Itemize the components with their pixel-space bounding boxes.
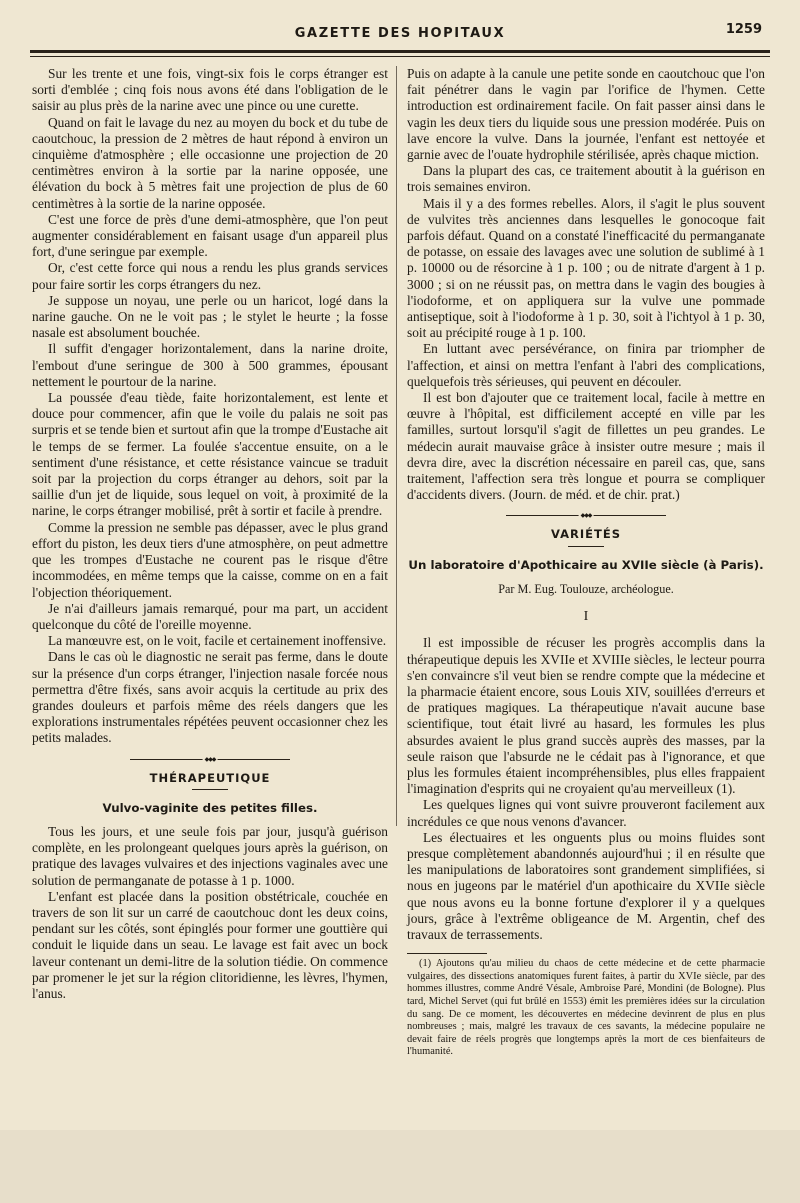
header-rule-thin bbox=[30, 56, 770, 57]
paragraph: Or, c'est cette force qui nous a rendu les plus grands services pour faire sortir les corps étrangers du nez. bbox=[32, 260, 388, 292]
paragraph: Il est impossible de récuser les progrès accomplis dans la thérapeutique depuis les XVIIe et XVIIIe siècles, le lecteur pourra s'en convaincre s'il veut bien se rendre compte que la médecine et la pharmacie étaient encore, sous Louis XIV, souillées d'erreurs et de pratiques magiques. La thérapeutique n'avait aucune base scientifique, tout était livré au hasard, les formules les plus absurdes avaient le plus grand succès auprès des masses, par la seule raison que l'absurde ne le cédait pas à l'ignorance, et que plus les formules étaient incompréhensibles, plus elles frappaient l'imagination d'esprits qui ne croyaient qu'au merveilleux (1). bbox=[407, 635, 765, 797]
paragraph: Il suffit d'engager horizontalement, dans la narine droite, l'embout d'une seringue de 300 à 500 grammes, épousant nettement le pourtour de la narine. bbox=[32, 341, 388, 389]
article-title: Un laboratoire d'Apothicaire au XVIIe siècle (à Paris). bbox=[408, 557, 764, 572]
paragraph: Tous les jours, et une seule fois par jour, jusqu'à guérison complète, en les prolongeant quelques jours après la guérison, on pratique des lavages vulvaires et des injections vaginales avec une solution de permanganate de potasse à 1 p. 1000. bbox=[32, 823, 388, 888]
article-title: Vulvo-vaginite des petites filles. bbox=[102, 800, 318, 815]
page-bottom-margin bbox=[0, 1130, 800, 1203]
short-rule bbox=[192, 789, 228, 790]
paragraph: La poussée d'eau tiède, faite horizontalement, est lente et douce pour commencer, afin que le voile du palais ne soit pas surpris et se tende bien et surtout afin que la trompe d'Eustache ait le temps de se fermer. La foulée s'accentue ensuite, on a le sentiment d'une résistance, et cette résistance vaincue se traduit soit par la projection du corps étranger au dehors, soit par la saillie d'un jet de liquide, sous lequel on voit, à proximité de la narine, le corps étranger mobilisé, prêt à sortir et facile à prendre. bbox=[32, 390, 388, 519]
journal-title: GAZETTE DES HOPITAUX bbox=[294, 26, 506, 41]
paragraph: Sur les trente et une fois, vingt-six fois le corps étranger est sorti d'emblée ; cinq fois nous avons été dans l'obligation de le saisir au plus près de la narine avec une pince ou une curette. bbox=[32, 66, 388, 114]
byline: Par M. Eug. Toulouze, archéologue. bbox=[498, 581, 674, 596]
paragraph: L'enfant est placée dans la position obstétricale, couchée en travers de son lit sur un carré de caoutchouc dont les deux coins, pendant sur les côtés, sont épinglés pour former une gouttière qui conduit le liquide dans un seau. Le lavage est fait avec un bock laveur contenant un demi-litre de la solution tiédie. On commence par promener le jet sur la région clitoridienne, les lèvres, l'hymen, l'anus. bbox=[32, 888, 388, 1001]
section-divider bbox=[506, 515, 666, 516]
paragraph: Je n'ai d'ailleurs jamais remarqué, pour ma part, un accident quelconque du côté de l'oreille moyenne. bbox=[32, 600, 388, 632]
paragraph: Quand on fait le lavage du nez au moyen du bock et du tube de caoutchouc, la pression de 2 mètres de haut répond à environ un cinquième d'atmosphère ; elle occasionne une projection de 20 centimètres environ à la sortie par la narine opposée, une élévation du bock à 5 mètres fait une projection de plus de 60 centimètres à la sortie de la narine opposée. bbox=[32, 114, 388, 211]
paragraph: La manœuvre est, on le voit, facile et certainement inoffensive. bbox=[48, 633, 387, 649]
footnote-rule bbox=[407, 953, 487, 954]
paragraph: Les électuaires et les onguents plus ou moins fluides sont presque complètement abandonnés aujourd'hui ; il en résulte que les manipulations de laboratoires sont grandement simplifiées, si nous en jugeons par le matériel d'un apothicaire du XVIIe siècle que nous avons eu la bonne fortune d'explorer il y a quelques jours, grâce à l'extrême obligeance de M. Argentin, chef des travaux de terrassements. bbox=[407, 829, 765, 942]
section-title: VARIÉTÉS bbox=[551, 527, 621, 542]
right-column bbox=[407, 66, 765, 1059]
page-number: 1259 bbox=[725, 22, 762, 37]
section-divider bbox=[130, 759, 290, 760]
footnote: (1) Ajoutons qu'au milieu du chaos de cette médecine et de cette pharmacie vulgaires, des dissections anatomiques furent faites, à partir du XVIe siècle, par des hommes illustres, comme André Vésale, Ambroise Paré, Mondini (de Bologne). Plus tard, Michel Servet (qui fut brûlé en 1553) émit les premières idées sur la circulation du sang. De ce moment, les découvertes en médecine devinrent de plus en plus nombreuses ; mais, malgré les travaux de ces savants, la médecine populaire ne devait faire de réels progrès que longtemps après la mort de ces bienfaiteurs de l'humanité. bbox=[407, 958, 765, 1058]
paragraph: Dans la plupart des cas, ce traitement aboutit à la guérison en trois semaines environ. bbox=[407, 163, 765, 195]
page-header bbox=[30, 22, 770, 48]
paragraph: Dans le cas où le diagnostic ne serait pas ferme, dans le doute sur la présence d'un corps étranger, l'injection nasale forcée nous permettra d'être fixés, sans avoir acquis la certitude au prix des grandes douleurs et parfois même des réels dangers que les explorations instrumentales répétées peuvent occasionner chez les petits malades. bbox=[32, 649, 388, 746]
header-rule bbox=[30, 50, 770, 53]
paragraph: C'est une force de près d'une demi-atmosphère, que l'on peut augmenter considérablement en faisant usage d'un appareil plus fort, d'une seringue par exemple. bbox=[32, 211, 388, 260]
section-title: THÉRAPEUTIQUE bbox=[149, 770, 271, 785]
part-number: I bbox=[583, 609, 589, 625]
paragraph: En luttant avec persévérance, on finira par triompher de l'affection, et ainsi on mettra l'enfant à l'abri des complications, quelquefois très sérieuses, qui peuvent en découler. bbox=[407, 341, 765, 389]
paragraph: Les quelques lignes qui vont suivre prouveront facilement aux incrédules ce que nous venons d'avancer. bbox=[407, 797, 765, 829]
paragraph: Comme la pression ne semble pas dépasser, avec le plus grand effort du piston, les deux tiers d'une atmosphère, on peut admettre que les trompes d'Eustache ne courent pas le risque d'être incommodées, en même temps que la caisse, comme on en a fait l'objection théoriquement. bbox=[32, 519, 388, 600]
paragraph: Je suppose un noyau, une perle ou un haricot, logé dans la narine gauche. On ne le voit pas ; le stylet le heurte ; la fosse nasale est absolument bouchée. bbox=[32, 292, 388, 341]
paragraph: Mais il y a des formes rebelles. Alors, il s'agit le plus souvent de vulvites très anciennes dans lesquelles le gonocoque fait parfois défaut. Quand on a constaté l'inefficacité du permanganate de potasse, on essaie des lavages avec une solution de sublimé à 1 p. 10000 ou de résorcine à 1 p. 100 ; ou de nitrate d'argent à 1 p. 3000 ; si on ne réussit pas, on mettra dans le vagin des bougies à l'iodoforme, et on appliquera sur la vulve une pommade antiseptique, soit à l'iodoforme à 1 p. 30, soit à l'ichtyol à 1 p. 30, soit au précipité rouge à 1 p. 100. bbox=[407, 195, 765, 341]
paragraph: Puis on adapte à la canule une petite sonde en caoutchouc que l'on fait pénétrer dans le vagin par l'orifice de l'hymen. Cette introduction est ordinairement facile. On fait passer ainsi dans le vagin les deux tiers du liquide sous une pression modérée. Puis on lave encore la vulve. Dans la journée, l'enfant est nettoyée et garnie avec de l'ouate hydrophile stérilisée, après chaque miction. bbox=[407, 66, 765, 163]
short-rule bbox=[568, 546, 604, 547]
left-column bbox=[32, 66, 388, 1002]
paragraph: Il est bon d'ajouter que ce traitement local, facile à mettre en œuvre à l'hôpital, est difficilement accepté en ville par les familles, surtout lorsqu'il s'agit de fillettes un peu grandes. Le médecin aurait mauvaise grâce à insister outre mesure ; mais il devra dire, avec la discrétion nécessaire en pareil cas, que, sans traitement, l'affection sera très longue et pourra se compliquer d'accidents divers. (Journ. de méd. et de chir. prat.) bbox=[407, 390, 765, 503]
column-divider bbox=[396, 66, 397, 826]
